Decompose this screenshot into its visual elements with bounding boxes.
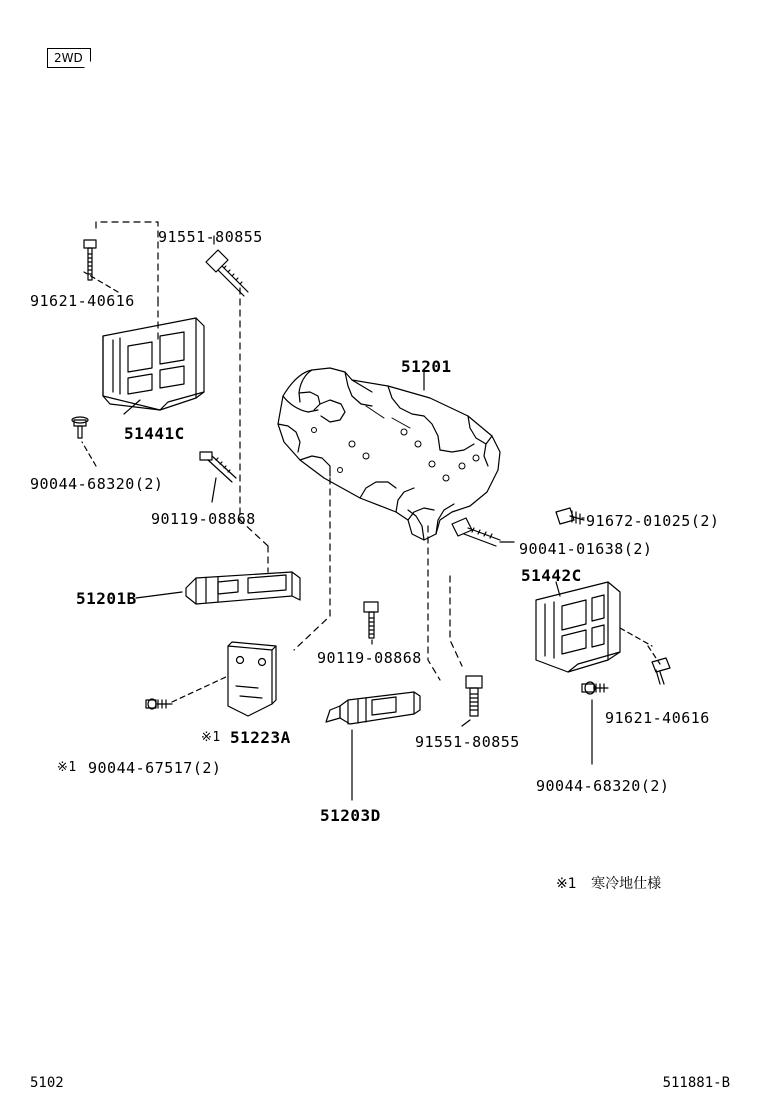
- bolt-90044-68320-right: [582, 682, 608, 694]
- assembly-dash-4: [428, 526, 440, 680]
- label-51442c: 51442C: [521, 566, 582, 585]
- leader-90044-left: [82, 442, 96, 466]
- leader-91621-right: [648, 646, 660, 664]
- bolt-91621-40616-right: [652, 658, 670, 684]
- label-51223a: 51223A: [230, 728, 291, 747]
- bolt-91672-01025: [556, 508, 584, 524]
- footnote-marker: ※1: [556, 876, 577, 892]
- page-code-left: 5102: [30, 1075, 64, 1091]
- bolt-91551-80855-bottom: [466, 676, 482, 716]
- part-51201b: [186, 572, 300, 604]
- part-51442c: [536, 582, 620, 672]
- footnote-text: 寒冷地仕様: [591, 876, 662, 892]
- label-91672-01025: 91672-01025(2): [586, 512, 720, 530]
- bolt-91621-40616-left: [84, 240, 96, 280]
- crossmember-body: [278, 368, 500, 540]
- bolt-90044-67517: [146, 699, 172, 709]
- part-51223a: [228, 642, 276, 716]
- label-91551-80855-top: 91551-80855: [158, 228, 263, 246]
- assembly-dash-2: [240, 288, 268, 546]
- leader-51201b: [136, 592, 182, 598]
- label-91551-80855-bottom: 91551-80855: [415, 733, 520, 751]
- crossmember-details: [312, 406, 480, 481]
- label-91621-40616-right: 91621-40616: [605, 709, 710, 727]
- bolt-90119-08868-lower: [364, 602, 378, 638]
- leader-90044-67517: [172, 676, 228, 702]
- assembly-dash-5: [450, 576, 462, 666]
- leader-51441c: [124, 400, 140, 414]
- marker-cold-spec-51223a: ※1: [201, 730, 221, 745]
- leader-90119-upper: [212, 478, 216, 502]
- label-51201b: 51201B: [76, 589, 137, 608]
- marker-cold-spec-90044-67517: ※1: [57, 760, 77, 775]
- leader-91621-left: [84, 272, 118, 292]
- leader-91551-bottom: [462, 720, 470, 726]
- label-90119-08868-lower: 90119-08868: [317, 649, 422, 667]
- bolt-90119-08868-upper: [200, 452, 236, 482]
- leader-91621-right-2: [620, 628, 652, 646]
- bolt-90041-01638: [452, 518, 500, 546]
- drivetrain-tag: 2WD: [47, 48, 91, 68]
- part-51441c: [103, 318, 204, 410]
- label-51203d: 51203D: [320, 806, 381, 825]
- footnote-cold-spec: [556, 873, 661, 893]
- assembly-dash-1: [96, 222, 158, 300]
- label-51441c: 51441C: [124, 424, 185, 443]
- label-90044-67517: 90044-67517(2): [88, 759, 222, 777]
- bolt-91551-80855-top: [206, 250, 248, 296]
- label-90044-68320-left: 90044-68320(2): [30, 475, 164, 493]
- label-90041-01638: 90041-01638(2): [519, 540, 653, 558]
- label-51201: 51201: [401, 357, 452, 376]
- assembly-dash-3: [294, 478, 330, 650]
- label-90044-68320-right: 90044-68320(2): [536, 777, 670, 795]
- part-51203d: [326, 692, 420, 724]
- label-91621-40616-left: 91621-40616: [30, 292, 135, 310]
- bolt-90044-68320-left: [72, 417, 88, 438]
- label-90119-08868-upper: 90119-08868: [151, 510, 256, 528]
- page-code-right: 511881-B: [662, 1075, 730, 1091]
